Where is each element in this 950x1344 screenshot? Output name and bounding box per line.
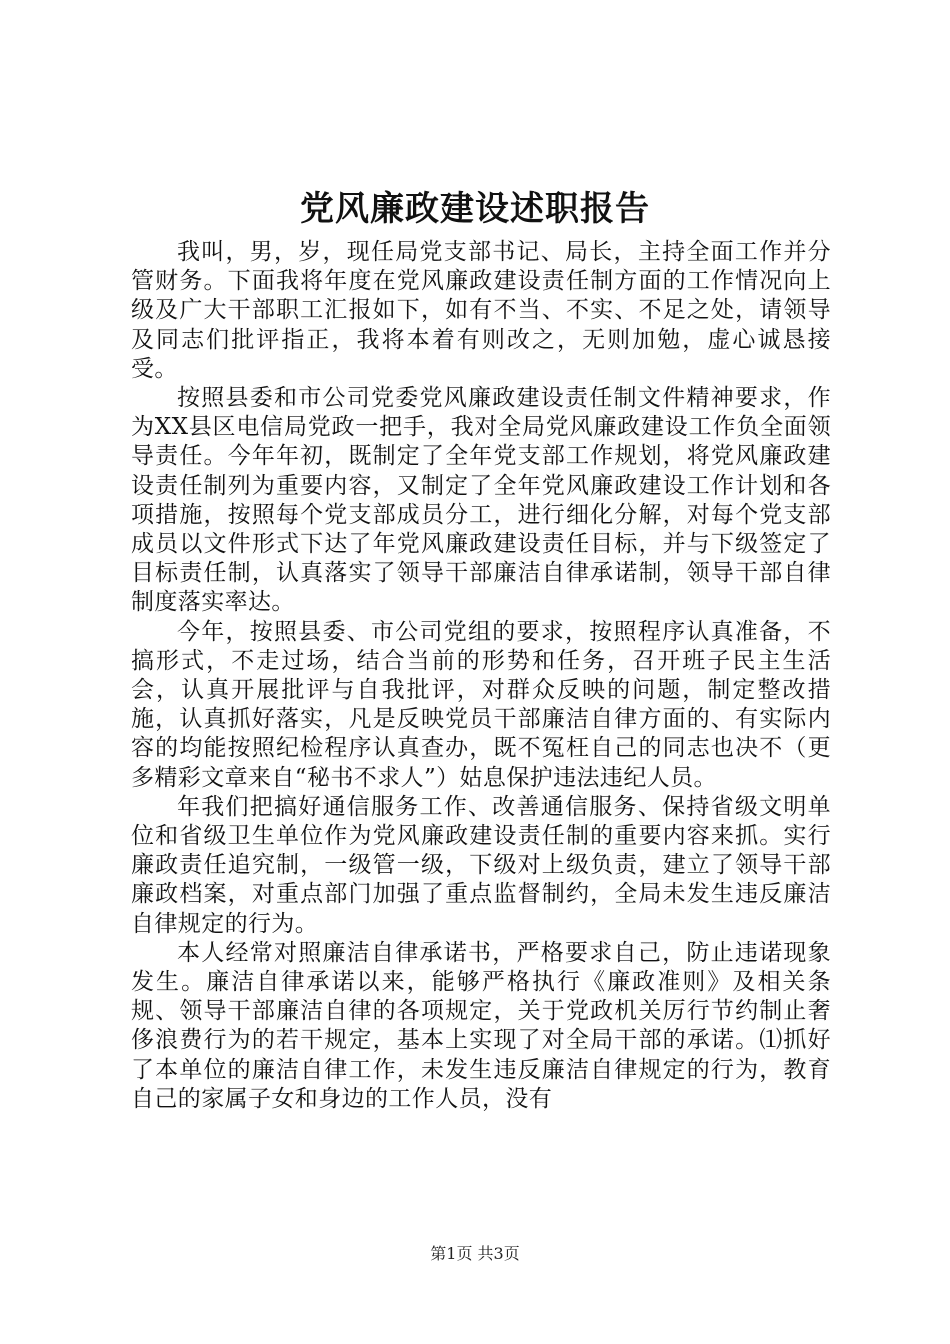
- paragraph: 本人经常对照廉洁自律承诺书，严格要求自己，防止违诺现象发生。廉洁自律承诺以来，能够严格执行《廉政准则》及相关条规、领导干部廉洁自律的各项规定，关于党政机关厉行节约制止奢侈浪费行为的若干规定，基本上实现了对全局干部的承诺。⑴抓好了本单位的廉洁自律工作，未发生违反廉洁自律规定的行为，教育自己的家属子女和身边的工作人员，没有: [131, 939, 831, 1112]
- paragraph: 按照县委和市公司党委党风廉政建设责任制文件精神要求，作为XX县区电信局党政一把手，我对全局党风廉政建设工作负全面领导责任。今年年初，既制定了全年党支部工作规划，将党风廉政建设责任制列为重要内容，又制定了全年党风廉政建设工作计划和各项措施，按照每个党支部成员分工，进行细化分解，对每个党支部成员以文件形式下达了年党风廉政建设责任目标，并与下级签定了目标责任制，认真落实了领导干部廉洁自律承诺制，领导干部自律制度落实率达。: [131, 385, 831, 616]
- paragraph: 今年，按照县委、市公司党组的要求，按照程序认真准备，不搞形式，不走过场，结合当前的形势和任务，召开班子民主生活会，认真开展批评与自我批评，对群众反映的问题，制定整改措施，认真抓好落实，凡是反映党员干部廉洁自律方面的、有实际内容的均能按照纪检程序认真查办，既不冤枉自己的同志也决不（更多精彩文章来自“秘书不求人”）姑息保护违法违纪人员。: [131, 618, 831, 791]
- document-title: 党风廉政建设述职报告: [300, 189, 650, 229]
- paragraph: 年我们把搞好通信服务工作、改善通信服务、保持省级文明单位和省级卫生单位作为党风廉政建设责任制的重要内容来抓。实行廉政责任追究制，一级管一级，下级对上级负责，建立了领导干部廉政档案，对重点部门加强了重点监督制约，全局未发生违反廉洁自律规定的行为。: [131, 793, 831, 937]
- page-footer: 第1页 共3页: [430, 1244, 520, 1263]
- paragraph: 我叫，男，岁，现任局党支部书记、局长，主持全面工作并分管财务。下面我将年度在党风廉政建设责任制方面的工作情况向上级及广大干部职工汇报如下，如有不当、不实、不足之处，请领导及同志们批评指正，我将本着有则改之，无则加勉，虚心诚恳接受。: [131, 239, 831, 382]
- document-body: [131, 238, 831, 1114]
